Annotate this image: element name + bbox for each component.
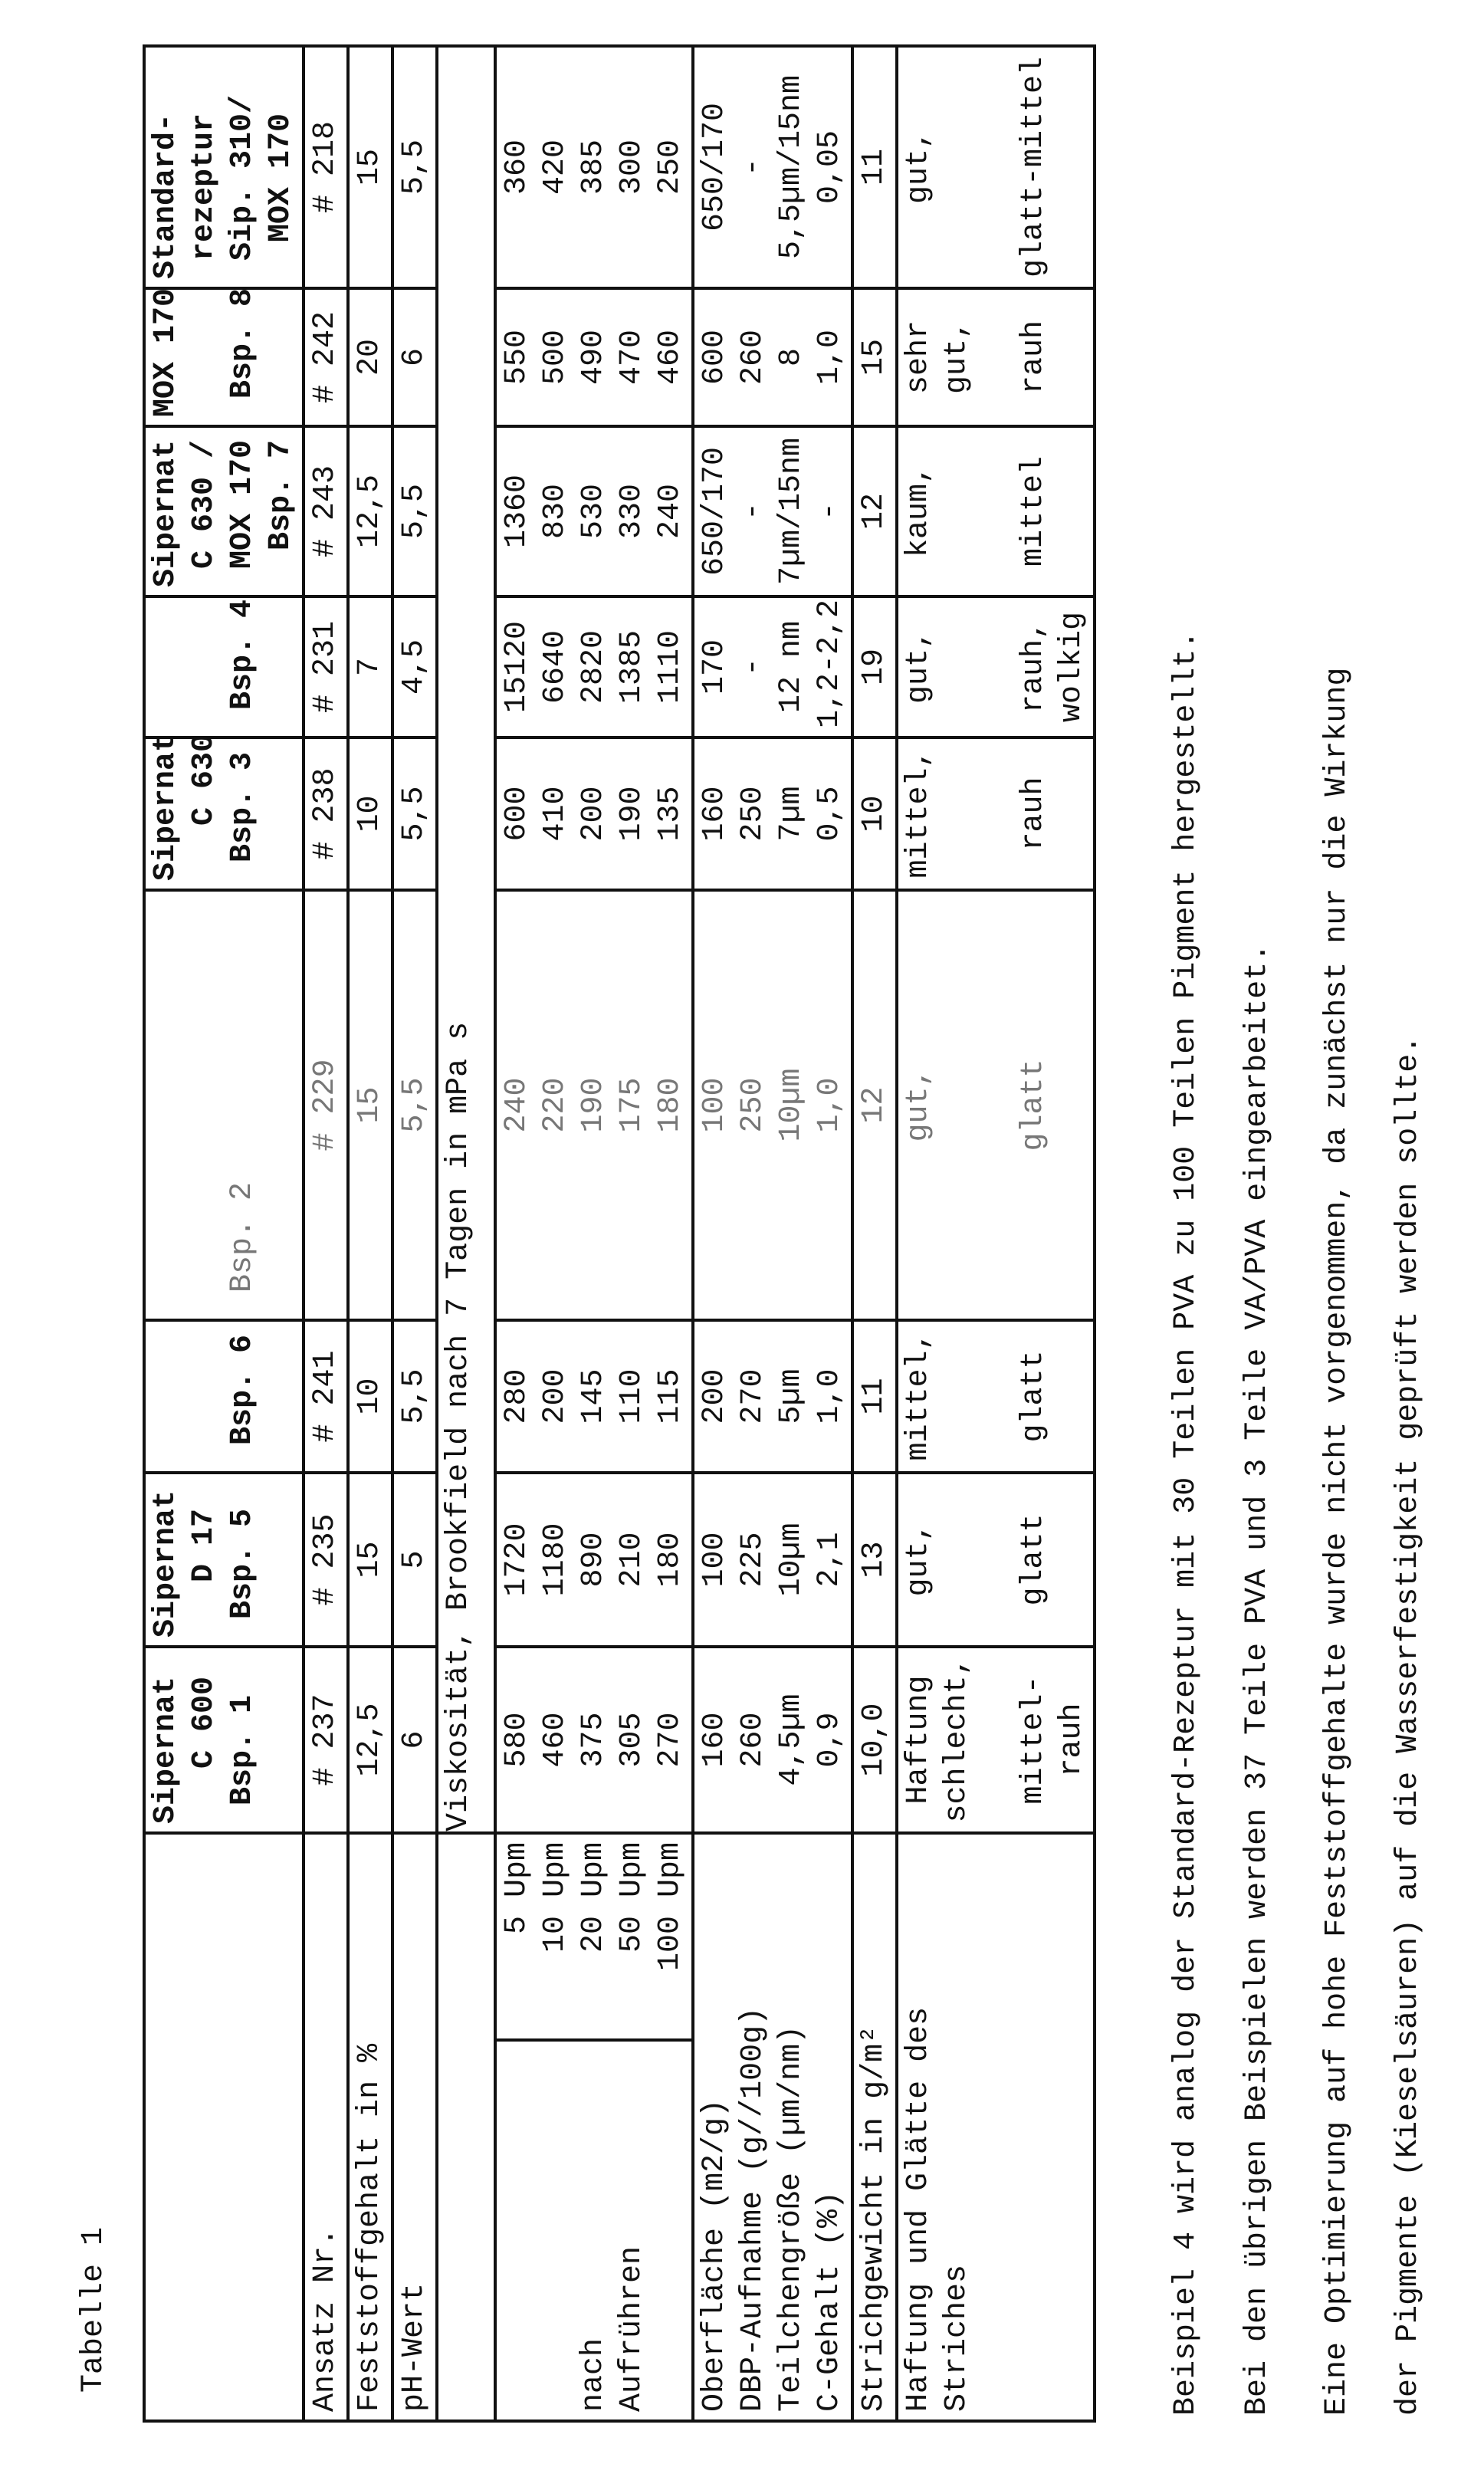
table-row-strich: [852, 46, 897, 2421]
props-cell: 170 - 12 nm 1,2-2,2: [693, 596, 852, 738]
visc-group-label: nach Aufrühren: [495, 2040, 693, 2421]
haftung-cell: gut, rauh, wolkig: [897, 596, 1095, 738]
paragraph-4: der Pigmente (Kieselsäuren) auf die Wasserfestigkeit geprüft werden sollte.: [1391, 1036, 1426, 2416]
visc-cell: 550 500 490 470 460: [495, 288, 693, 426]
viskositaet-title: Viskosität, Brookfield nach 7 Tagen in mPa s: [437, 46, 495, 1833]
feststoff-cell: 7: [348, 596, 392, 738]
table-row-feststoff: [348, 46, 392, 2421]
table-row-visko: [437, 46, 495, 2421]
strich-cell: 11: [852, 1320, 897, 1473]
header-cell: Sipernat D 17 Bsp. 5: [144, 1473, 304, 1647]
props-cell: 160 250 7µm 0,5: [693, 738, 852, 890]
ansatz-cell: # 235: [304, 1473, 348, 1647]
props-cell: 600 260 8 1,0: [693, 288, 852, 426]
paragraph-1: Beispiel 4 wird analog der Standard-Rezeptur mit 30 Teilen PVA zu 100 Teilen Pigment hergestellt.: [1169, 631, 1203, 2416]
strich-cell: 12: [852, 426, 897, 596]
ph-cell: 6: [392, 288, 437, 426]
haftung-cell: gut, glatt: [897, 890, 1095, 1320]
results-table: [143, 44, 1096, 2423]
haftung-cell: gut, glatt-mittel: [897, 46, 1095, 288]
ansatz-cell: # 231: [304, 596, 348, 738]
feststoff-cell: 20: [348, 288, 392, 426]
visc-cell: 1720 1180 890 210 180: [495, 1473, 693, 1647]
strich-cell: 10,0: [852, 1647, 897, 1833]
ansatz-cell: # 218: [304, 46, 348, 288]
ph-cell: 5,5: [392, 426, 437, 596]
table-row-header: [144, 46, 304, 2421]
feststoff-cell: 12,5: [348, 426, 392, 596]
table-row-props: [693, 46, 852, 2421]
visc-cell: 580 460 375 305 270: [495, 1647, 693, 1833]
haftung-cell: sehr gut, rauh: [897, 288, 1095, 426]
visc-cell: 240 220 190 175 180: [495, 890, 693, 1320]
ansatz-cell: # 243: [304, 426, 348, 596]
header-cell: Bsp. 6: [144, 1320, 304, 1473]
feststoff-cell: 10: [348, 1320, 392, 1473]
table-caption: Tabelle 1: [77, 2227, 111, 2393]
strich-cell: 13: [852, 1473, 897, 1647]
row-label-strich: Strichgewicht in g/m²: [852, 1833, 897, 2421]
strich-cell: 11: [852, 46, 897, 288]
haftung-cell: mittel, glatt: [897, 1320, 1095, 1473]
paragraph-3: Eine Optimierung auf hohe Feststoffgehalte wurde nicht vorgenommen, da zunächst nur die Wirkung: [1320, 668, 1354, 2416]
header-cell: Bsp. 2: [144, 890, 304, 1320]
table-row-haftung: [897, 46, 1095, 2421]
strich-cell: 15: [852, 288, 897, 426]
table-row-visc: [495, 46, 693, 2421]
document-page: [0, 0, 1484, 2477]
visc-cell: 600 410 200 190 135: [495, 738, 693, 890]
ansatz-cell: # 229: [304, 890, 348, 1320]
feststoff-cell: 15: [348, 890, 392, 1320]
feststoff-cell: 12,5: [348, 1647, 392, 1833]
props-cell: 650/170 - 5,5µm/15nm 0,05: [693, 46, 852, 288]
empty-label-cell: [437, 1833, 495, 2421]
ph-cell: 6: [392, 1647, 437, 1833]
table-row-ph: [392, 46, 437, 2421]
row-label-props: Oberfläche (m2/g) DBP-Aufnahme (g//100g) Teilchengröße (µm/nm) C-Gehalt (%): [693, 1833, 852, 2421]
table-row-ansatz: [304, 46, 348, 2421]
haftung-cell: Haftung schlecht, mittel- rauh: [897, 1647, 1095, 1833]
ansatz-cell: # 238: [304, 738, 348, 890]
paragraph-2: Bei den übrigen Beispielen werden 37 Teile PVA und 3 Teile VA/PVA eingearbeitet.: [1240, 944, 1275, 2416]
row-label-haftung: Haftung und Glätte des Striches: [897, 1833, 1095, 2421]
feststoff-cell: 10: [348, 738, 392, 890]
visc-cell: 280 200 145 110 115: [495, 1320, 693, 1473]
haftung-cell: kaum, mittel: [897, 426, 1095, 596]
props-cell: 160 260 4,5µm 0,9: [693, 1647, 852, 1833]
strich-cell: 12: [852, 890, 897, 1320]
haftung-cell: mittel, rauh: [897, 738, 1095, 890]
strich-cell: 19: [852, 596, 897, 738]
header-cell: Sipernat C 630 / MOX 170 Bsp. 7: [144, 426, 304, 596]
row-label-feststoff: Feststoffgehalt in %: [348, 1833, 392, 2421]
ph-cell: 5,5: [392, 46, 437, 288]
feststoff-cell: 15: [348, 1473, 392, 1647]
props-cell: 100 250 10µm 1,0: [693, 890, 852, 1320]
header-cell: Bsp. 4: [144, 596, 304, 738]
header-cell: Standard- rezeptur Sip. 310/ MOX 170: [144, 46, 304, 288]
ph-cell: 5: [392, 1473, 437, 1647]
props-cell: 100 225 10µm 2,1: [693, 1473, 852, 1647]
feststoff-cell: 15: [348, 46, 392, 288]
corner-cell: [144, 1833, 304, 2421]
upm-labels: 5 Upm 10 Upm 20 Upm 50 Upm 100 Upm: [495, 1833, 693, 2040]
header-cell: Sipernat C 600 Bsp. 1: [144, 1647, 304, 1833]
header-cell: Sipernat C 630 Bsp. 3: [144, 738, 304, 890]
visc-cell: 15120 6640 2820 1385 1110: [495, 596, 693, 738]
row-label-ansatz: Ansatz Nr.: [304, 1833, 348, 2421]
ansatz-cell: # 241: [304, 1320, 348, 1473]
visc-cell: 360 420 385 300 250: [495, 46, 693, 288]
ph-cell: 5,5: [392, 1320, 437, 1473]
strich-cell: 10: [852, 738, 897, 890]
props-cell: 200 270 5µm 1,0: [693, 1320, 852, 1473]
haftung-cell: gut, glatt: [897, 1473, 1095, 1647]
ansatz-cell: # 237: [304, 1647, 348, 1833]
header-cell: MOX 170 Bsp. 8: [144, 288, 304, 426]
ansatz-cell: # 242: [304, 288, 348, 426]
row-label-ph: pH-Wert: [392, 1833, 437, 2421]
visc-cell: 1360 830 530 330 240: [495, 426, 693, 596]
props-cell: 650/170 - 7µm/15nm -: [693, 426, 852, 596]
ph-cell: 4,5: [392, 596, 437, 738]
ph-cell: 5,5: [392, 890, 437, 1320]
ph-cell: 5,5: [392, 738, 437, 890]
